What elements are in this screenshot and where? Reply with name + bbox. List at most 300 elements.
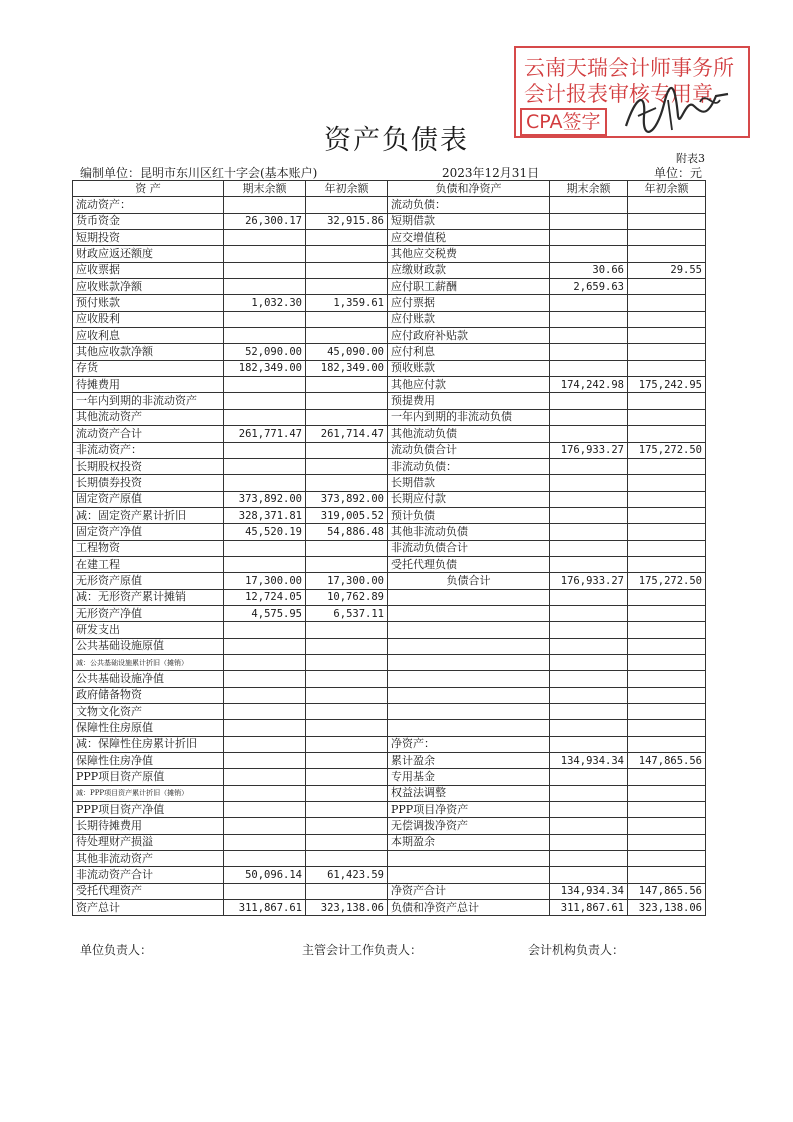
asset-label: 长期待摊费用: [73, 818, 224, 834]
liability-begin-balance: [628, 197, 706, 213]
table-row: [73, 900, 706, 916]
report-date: 2023年12月31日: [442, 166, 540, 180]
liability-begin-balance: [628, 295, 706, 311]
liability-begin-balance: [628, 524, 706, 540]
table-row: [73, 213, 706, 229]
asset-begin-balance: [306, 230, 388, 246]
asset-begin-balance: 61,423.59: [306, 867, 388, 883]
asset-begin-balance: [306, 442, 388, 458]
asset-label: 无形资产净值: [73, 605, 224, 621]
liability-label: 其他流动负债: [388, 426, 550, 442]
asset-label: 固定资产净值: [73, 524, 224, 540]
asset-label: 工程物资: [73, 540, 224, 556]
asset-begin-balance: [306, 883, 388, 899]
liability-end-balance: [550, 654, 628, 670]
asset-end-balance: [224, 687, 306, 703]
liability-label: 应付政府补贴款: [388, 328, 550, 344]
asset-begin-balance: 1,359.61: [306, 295, 388, 311]
table-row: [73, 671, 706, 687]
asset-end-balance: [224, 802, 306, 818]
liability-label: 净资产合计: [388, 883, 550, 899]
liability-begin-balance: [628, 704, 706, 720]
table-row: [73, 687, 706, 703]
liability-label: [388, 589, 550, 605]
table-row: [73, 622, 706, 638]
accounting-head-signoff: 主管会计工作负责人：: [302, 943, 423, 957]
asset-end-balance: [224, 785, 306, 801]
table-row: [73, 753, 706, 769]
asset-begin-balance: [306, 720, 388, 736]
liability-end-balance: [550, 720, 628, 736]
asset-label: 待处理财产损溢: [73, 834, 224, 850]
liability-label: 长期借款: [388, 475, 550, 491]
liability-end-balance: [550, 671, 628, 687]
liability-end-balance: 176,933.27: [550, 573, 628, 589]
liability-begin-balance: [628, 393, 706, 409]
table-row: [73, 720, 706, 736]
asset-label: PPP项目资产原值: [73, 769, 224, 785]
asset-end-balance: 373,892.00: [224, 491, 306, 507]
asset-end-balance: [224, 409, 306, 425]
liability-label: 应交增值税: [388, 230, 550, 246]
liability-begin-balance: [628, 328, 706, 344]
liability-label: 应付账款: [388, 311, 550, 327]
asset-begin-balance: [306, 704, 388, 720]
liability-label: 负债和净资产总计: [388, 900, 550, 916]
liability-begin-balance: [628, 540, 706, 556]
liability-begin-balance: [628, 246, 706, 262]
liability-begin-balance: [628, 622, 706, 638]
asset-label: 长期债券投资: [73, 475, 224, 491]
table-row: [73, 328, 706, 344]
liability-label: [388, 671, 550, 687]
asset-end-balance: [224, 671, 306, 687]
liability-begin-balance: 147,865.56: [628, 883, 706, 899]
asset-begin-balance: 45,090.00: [306, 344, 388, 360]
asset-end-balance: [224, 279, 306, 295]
asset-end-balance: [224, 720, 306, 736]
table-row: [73, 638, 706, 654]
liability-begin-balance: 147,865.56: [628, 753, 706, 769]
liability-begin-balance: [628, 638, 706, 654]
asset-label: 一年内到期的非流动资产: [73, 393, 224, 409]
asset-begin-balance: [306, 834, 388, 850]
asset-label: 货币资金: [73, 213, 224, 229]
asset-end-balance: [224, 262, 306, 278]
liability-begin-balance: [628, 230, 706, 246]
table-row: [73, 540, 706, 556]
liability-label: PPP项目净资产: [388, 802, 550, 818]
table-row: [73, 409, 706, 425]
asset-begin-balance: 182,349.00: [306, 360, 388, 376]
asset-begin-balance: [306, 687, 388, 703]
liability-end-balance: [550, 246, 628, 262]
liability-label: 其他应付款: [388, 377, 550, 393]
asset-end-balance: 261,771.47: [224, 426, 306, 442]
stamp-line-firm: 云南天瑞会计师事务所: [524, 56, 734, 80]
asset-end-balance: [224, 883, 306, 899]
asset-end-balance: 1,032.30: [224, 295, 306, 311]
liability-begin-balance: [628, 802, 706, 818]
asset-begin-balance: [306, 197, 388, 213]
liability-label: 预收账款: [388, 360, 550, 376]
liability-label: 应缴财政款: [388, 262, 550, 278]
liability-end-balance: [550, 704, 628, 720]
header-assets-end: 期末余额: [224, 181, 306, 197]
asset-end-balance: 12,724.05: [224, 589, 306, 605]
asset-label: 流动资产：: [73, 197, 224, 213]
liability-begin-balance: [628, 589, 706, 605]
stamp-line-purpose: 会计报表审核专用章: [524, 82, 713, 106]
liability-label: 应付职工薪酬: [388, 279, 550, 295]
liability-begin-balance: [628, 654, 706, 670]
table-row: [73, 589, 706, 605]
liability-label: 应付利息: [388, 344, 550, 360]
asset-end-balance: [224, 328, 306, 344]
asset-begin-balance: [306, 622, 388, 638]
liability-label: [388, 704, 550, 720]
liability-label: 本期盈余: [388, 834, 550, 850]
liability-begin-balance: [628, 687, 706, 703]
liability-label: 非流动负债：: [388, 458, 550, 474]
asset-end-balance: [224, 442, 306, 458]
asset-begin-balance: [306, 458, 388, 474]
table-row: [73, 802, 706, 818]
asset-label: 财政应返还额度: [73, 246, 224, 262]
liability-end-balance: [550, 589, 628, 605]
asset-label: 减：固定资产累计折旧: [73, 507, 224, 523]
table-row: [73, 311, 706, 327]
liability-end-balance: [550, 311, 628, 327]
asset-label: 减：保障性住房累计折旧: [73, 736, 224, 752]
asset-label: 非流动资产合计: [73, 867, 224, 883]
table-row: [73, 344, 706, 360]
asset-end-balance: 45,520.19: [224, 524, 306, 540]
liability-label: 短期借款: [388, 213, 550, 229]
asset-label: 受托代理资产: [73, 883, 224, 899]
liability-end-balance: [550, 638, 628, 654]
liability-end-balance: [550, 344, 628, 360]
liability-begin-balance: 29.55: [628, 262, 706, 278]
liability-label: 应付票据: [388, 295, 550, 311]
asset-end-balance: [224, 393, 306, 409]
asset-end-balance: [224, 475, 306, 491]
asset-begin-balance: [306, 393, 388, 409]
asset-label: 非流动资产：: [73, 442, 224, 458]
liability-label: 受托代理负债: [388, 556, 550, 572]
asset-begin-balance: [306, 311, 388, 327]
liability-label: [388, 720, 550, 736]
liability-end-balance: [550, 213, 628, 229]
asset-end-balance: [224, 736, 306, 752]
liability-label: 预计负债: [388, 507, 550, 523]
asset-end-balance: 182,349.00: [224, 360, 306, 376]
asset-label: 固定资产原值: [73, 491, 224, 507]
liability-label: 其他非流动负债: [388, 524, 550, 540]
table-row: [73, 704, 706, 720]
liability-begin-balance: [628, 344, 706, 360]
asset-end-balance: [224, 311, 306, 327]
liability-begin-balance: [628, 507, 706, 523]
table-row: [73, 605, 706, 621]
asset-end-balance: [224, 769, 306, 785]
liability-begin-balance: [628, 475, 706, 491]
asset-end-balance: [224, 638, 306, 654]
liability-end-balance: 134,934.34: [550, 753, 628, 769]
asset-label: 预付账款: [73, 295, 224, 311]
table-row: [73, 475, 706, 491]
header-assets-begin: 年初余额: [306, 181, 388, 197]
table-row: [73, 785, 706, 801]
liability-end-balance: [550, 328, 628, 344]
asset-label: 减：公共基础设施累计折旧（摊销）: [73, 654, 224, 670]
liability-label: 流动负债合计: [388, 442, 550, 458]
liability-label: 其他应交税费: [388, 246, 550, 262]
liability-end-balance: [550, 507, 628, 523]
table-row: [73, 556, 706, 572]
table-row: [73, 377, 706, 393]
liability-label: 累计盈余: [388, 753, 550, 769]
asset-end-balance: [224, 377, 306, 393]
table-row: [73, 491, 706, 507]
liability-begin-balance: 175,272.50: [628, 573, 706, 589]
liability-end-balance: [550, 605, 628, 621]
asset-label: 其他非流动资产: [73, 851, 224, 867]
header-liabilities-begin: 年初余额: [628, 181, 706, 197]
asset-end-balance: 17,300.00: [224, 573, 306, 589]
unit-head-signoff: 单位负责人：: [80, 943, 153, 957]
liability-end-balance: [550, 867, 628, 883]
liability-end-balance: [550, 295, 628, 311]
asset-begin-balance: [306, 736, 388, 752]
asset-label: 其他应收款净额: [73, 344, 224, 360]
asset-label: 文物文化资产: [73, 704, 224, 720]
asset-begin-balance: 32,915.86: [306, 213, 388, 229]
asset-label: 保障性住房净值: [73, 753, 224, 769]
asset-label: 政府储备物资: [73, 687, 224, 703]
liability-begin-balance: [628, 851, 706, 867]
table-row: [73, 883, 706, 899]
liability-end-balance: [550, 622, 628, 638]
asset-end-balance: 4,575.95: [224, 605, 306, 621]
liability-label: 预提费用: [388, 393, 550, 409]
balance-sheet-table: [72, 180, 706, 916]
asset-label: 保障性住房原值: [73, 720, 224, 736]
liability-begin-balance: [628, 556, 706, 572]
asset-label: 资产总计: [73, 900, 224, 916]
asset-label: 应收票据: [73, 262, 224, 278]
liability-begin-balance: [628, 491, 706, 507]
asset-label: 无形资产原值: [73, 573, 224, 589]
asset-end-balance: [224, 230, 306, 246]
table-row: [73, 851, 706, 867]
liability-end-balance: [550, 785, 628, 801]
asset-begin-balance: [306, 818, 388, 834]
liability-label: [388, 687, 550, 703]
liability-label: 负债合计: [388, 573, 550, 589]
asset-label: 流动资产合计: [73, 426, 224, 442]
liability-label: 净资产：: [388, 736, 550, 752]
liability-begin-balance: [628, 720, 706, 736]
asset-label: 应收账款净额: [73, 279, 224, 295]
liability-end-balance: [550, 360, 628, 376]
asset-begin-balance: 6,537.11: [306, 605, 388, 621]
asset-begin-balance: 10,762.89: [306, 589, 388, 605]
asset-end-balance: 50,096.14: [224, 867, 306, 883]
liability-end-balance: [550, 230, 628, 246]
liability-begin-balance: 175,242.95: [628, 377, 706, 393]
asset-end-balance: [224, 556, 306, 572]
liability-begin-balance: 323,138.06: [628, 900, 706, 916]
asset-begin-balance: [306, 475, 388, 491]
asset-begin-balance: [306, 328, 388, 344]
liability-begin-balance: [628, 818, 706, 834]
table-row: [73, 507, 706, 523]
liability-end-balance: [550, 426, 628, 442]
liability-end-balance: 134,934.34: [550, 883, 628, 899]
header-assets: 资 产: [73, 181, 224, 197]
table-row: [73, 393, 706, 409]
liability-end-balance: [550, 736, 628, 752]
liability-end-balance: [550, 475, 628, 491]
liability-begin-balance: [628, 409, 706, 425]
liability-end-balance: [550, 393, 628, 409]
liability-label: [388, 638, 550, 654]
asset-label: 公共基础设施原值: [73, 638, 224, 654]
liability-begin-balance: [628, 671, 706, 687]
liability-label: 一年内到期的非流动负债: [388, 409, 550, 425]
table-row: [73, 573, 706, 589]
asset-label: 减：无形资产累计摊销: [73, 589, 224, 605]
asset-begin-balance: [306, 262, 388, 278]
liability-begin-balance: [628, 867, 706, 883]
stamp-line-cpa: CPA签字: [520, 108, 607, 136]
liability-end-balance: 2,659.63: [550, 279, 628, 295]
liability-begin-balance: [628, 605, 706, 621]
asset-label: 长期股权投资: [73, 458, 224, 474]
asset-label: PPP项目资产净值: [73, 802, 224, 818]
liability-begin-balance: [628, 834, 706, 850]
asset-begin-balance: [306, 671, 388, 687]
liability-label: 非流动负债合计: [388, 540, 550, 556]
table-row: [73, 736, 706, 752]
asset-begin-balance: 261,714.47: [306, 426, 388, 442]
report-title: 资产负债表: [324, 125, 469, 156]
asset-end-balance: [224, 246, 306, 262]
liability-label: 专用基金: [388, 769, 550, 785]
asset-label: 短期投资: [73, 230, 224, 246]
liability-end-balance: [550, 540, 628, 556]
liability-end-balance: [550, 802, 628, 818]
header-liabilities: 负债和净资产: [388, 181, 550, 197]
liability-begin-balance: [628, 360, 706, 376]
table-row: [73, 834, 706, 850]
liability-end-balance: 176,933.27: [550, 442, 628, 458]
asset-begin-balance: [306, 769, 388, 785]
asset-begin-balance: [306, 556, 388, 572]
liability-label: [388, 851, 550, 867]
liability-label: 流动负债：: [388, 197, 550, 213]
liability-begin-balance: [628, 311, 706, 327]
table-row: [73, 197, 706, 213]
liability-end-balance: [550, 834, 628, 850]
liability-begin-balance: [628, 736, 706, 752]
asset-end-balance: [224, 834, 306, 850]
asset-end-balance: [224, 458, 306, 474]
asset-end-balance: [224, 197, 306, 213]
asset-label: 研发支出: [73, 622, 224, 638]
agency-head-signoff: 会计机构负责人：: [528, 943, 625, 957]
asset-begin-balance: [306, 851, 388, 867]
asset-begin-balance: 54,886.48: [306, 524, 388, 540]
asset-begin-balance: [306, 409, 388, 425]
liability-label: [388, 654, 550, 670]
preparing-organization: 编制单位：昆明市东川区红十字会(基本账户): [80, 166, 318, 180]
liability-begin-balance: [628, 769, 706, 785]
asset-label: 减：PPP项目资产累计折旧（摊销）: [73, 785, 224, 801]
liability-begin-balance: [628, 426, 706, 442]
table-row: [73, 279, 706, 295]
table-row: [73, 818, 706, 834]
liability-end-balance: [550, 769, 628, 785]
liability-begin-balance: [628, 458, 706, 474]
asset-label: 在建工程: [73, 556, 224, 572]
header-row: [73, 181, 706, 197]
asset-begin-balance: 323,138.06: [306, 900, 388, 916]
asset-label: 公共基础设施净值: [73, 671, 224, 687]
asset-end-balance: 328,371.81: [224, 507, 306, 523]
table-row: [73, 769, 706, 785]
liability-end-balance: [550, 524, 628, 540]
liability-begin-balance: [628, 785, 706, 801]
liability-end-balance: 311,867.61: [550, 900, 628, 916]
liability-label: [388, 867, 550, 883]
header-liabilities-end: 期末余额: [550, 181, 628, 197]
liability-end-balance: [550, 556, 628, 572]
liability-begin-balance: 175,272.50: [628, 442, 706, 458]
asset-end-balance: 52,090.00: [224, 344, 306, 360]
asset-end-balance: 26,300.17: [224, 213, 306, 229]
liability-label: 权益法调整: [388, 785, 550, 801]
asset-label: 应收利息: [73, 328, 224, 344]
liability-begin-balance: [628, 279, 706, 295]
table-row: [73, 524, 706, 540]
asset-begin-balance: [306, 377, 388, 393]
table-row: [73, 246, 706, 262]
asset-end-balance: [224, 851, 306, 867]
table-row: [73, 230, 706, 246]
asset-end-balance: [224, 753, 306, 769]
currency-unit: 单位：元: [654, 166, 703, 180]
table-row: [73, 426, 706, 442]
liability-end-balance: [550, 458, 628, 474]
liability-end-balance: 174,242.98: [550, 377, 628, 393]
asset-begin-balance: [306, 785, 388, 801]
asset-label: 待摊费用: [73, 377, 224, 393]
liability-end-balance: [550, 687, 628, 703]
asset-begin-balance: 17,300.00: [306, 573, 388, 589]
asset-begin-balance: [306, 654, 388, 670]
table-row: [73, 262, 706, 278]
asset-label: 存货: [73, 360, 224, 376]
asset-label: 应收股利: [73, 311, 224, 327]
liability-end-balance: [550, 851, 628, 867]
table-row: [73, 654, 706, 670]
attachment-label: 附表3: [676, 152, 705, 165]
liability-begin-balance: [628, 213, 706, 229]
liability-end-balance: [550, 818, 628, 834]
table-row: [73, 360, 706, 376]
